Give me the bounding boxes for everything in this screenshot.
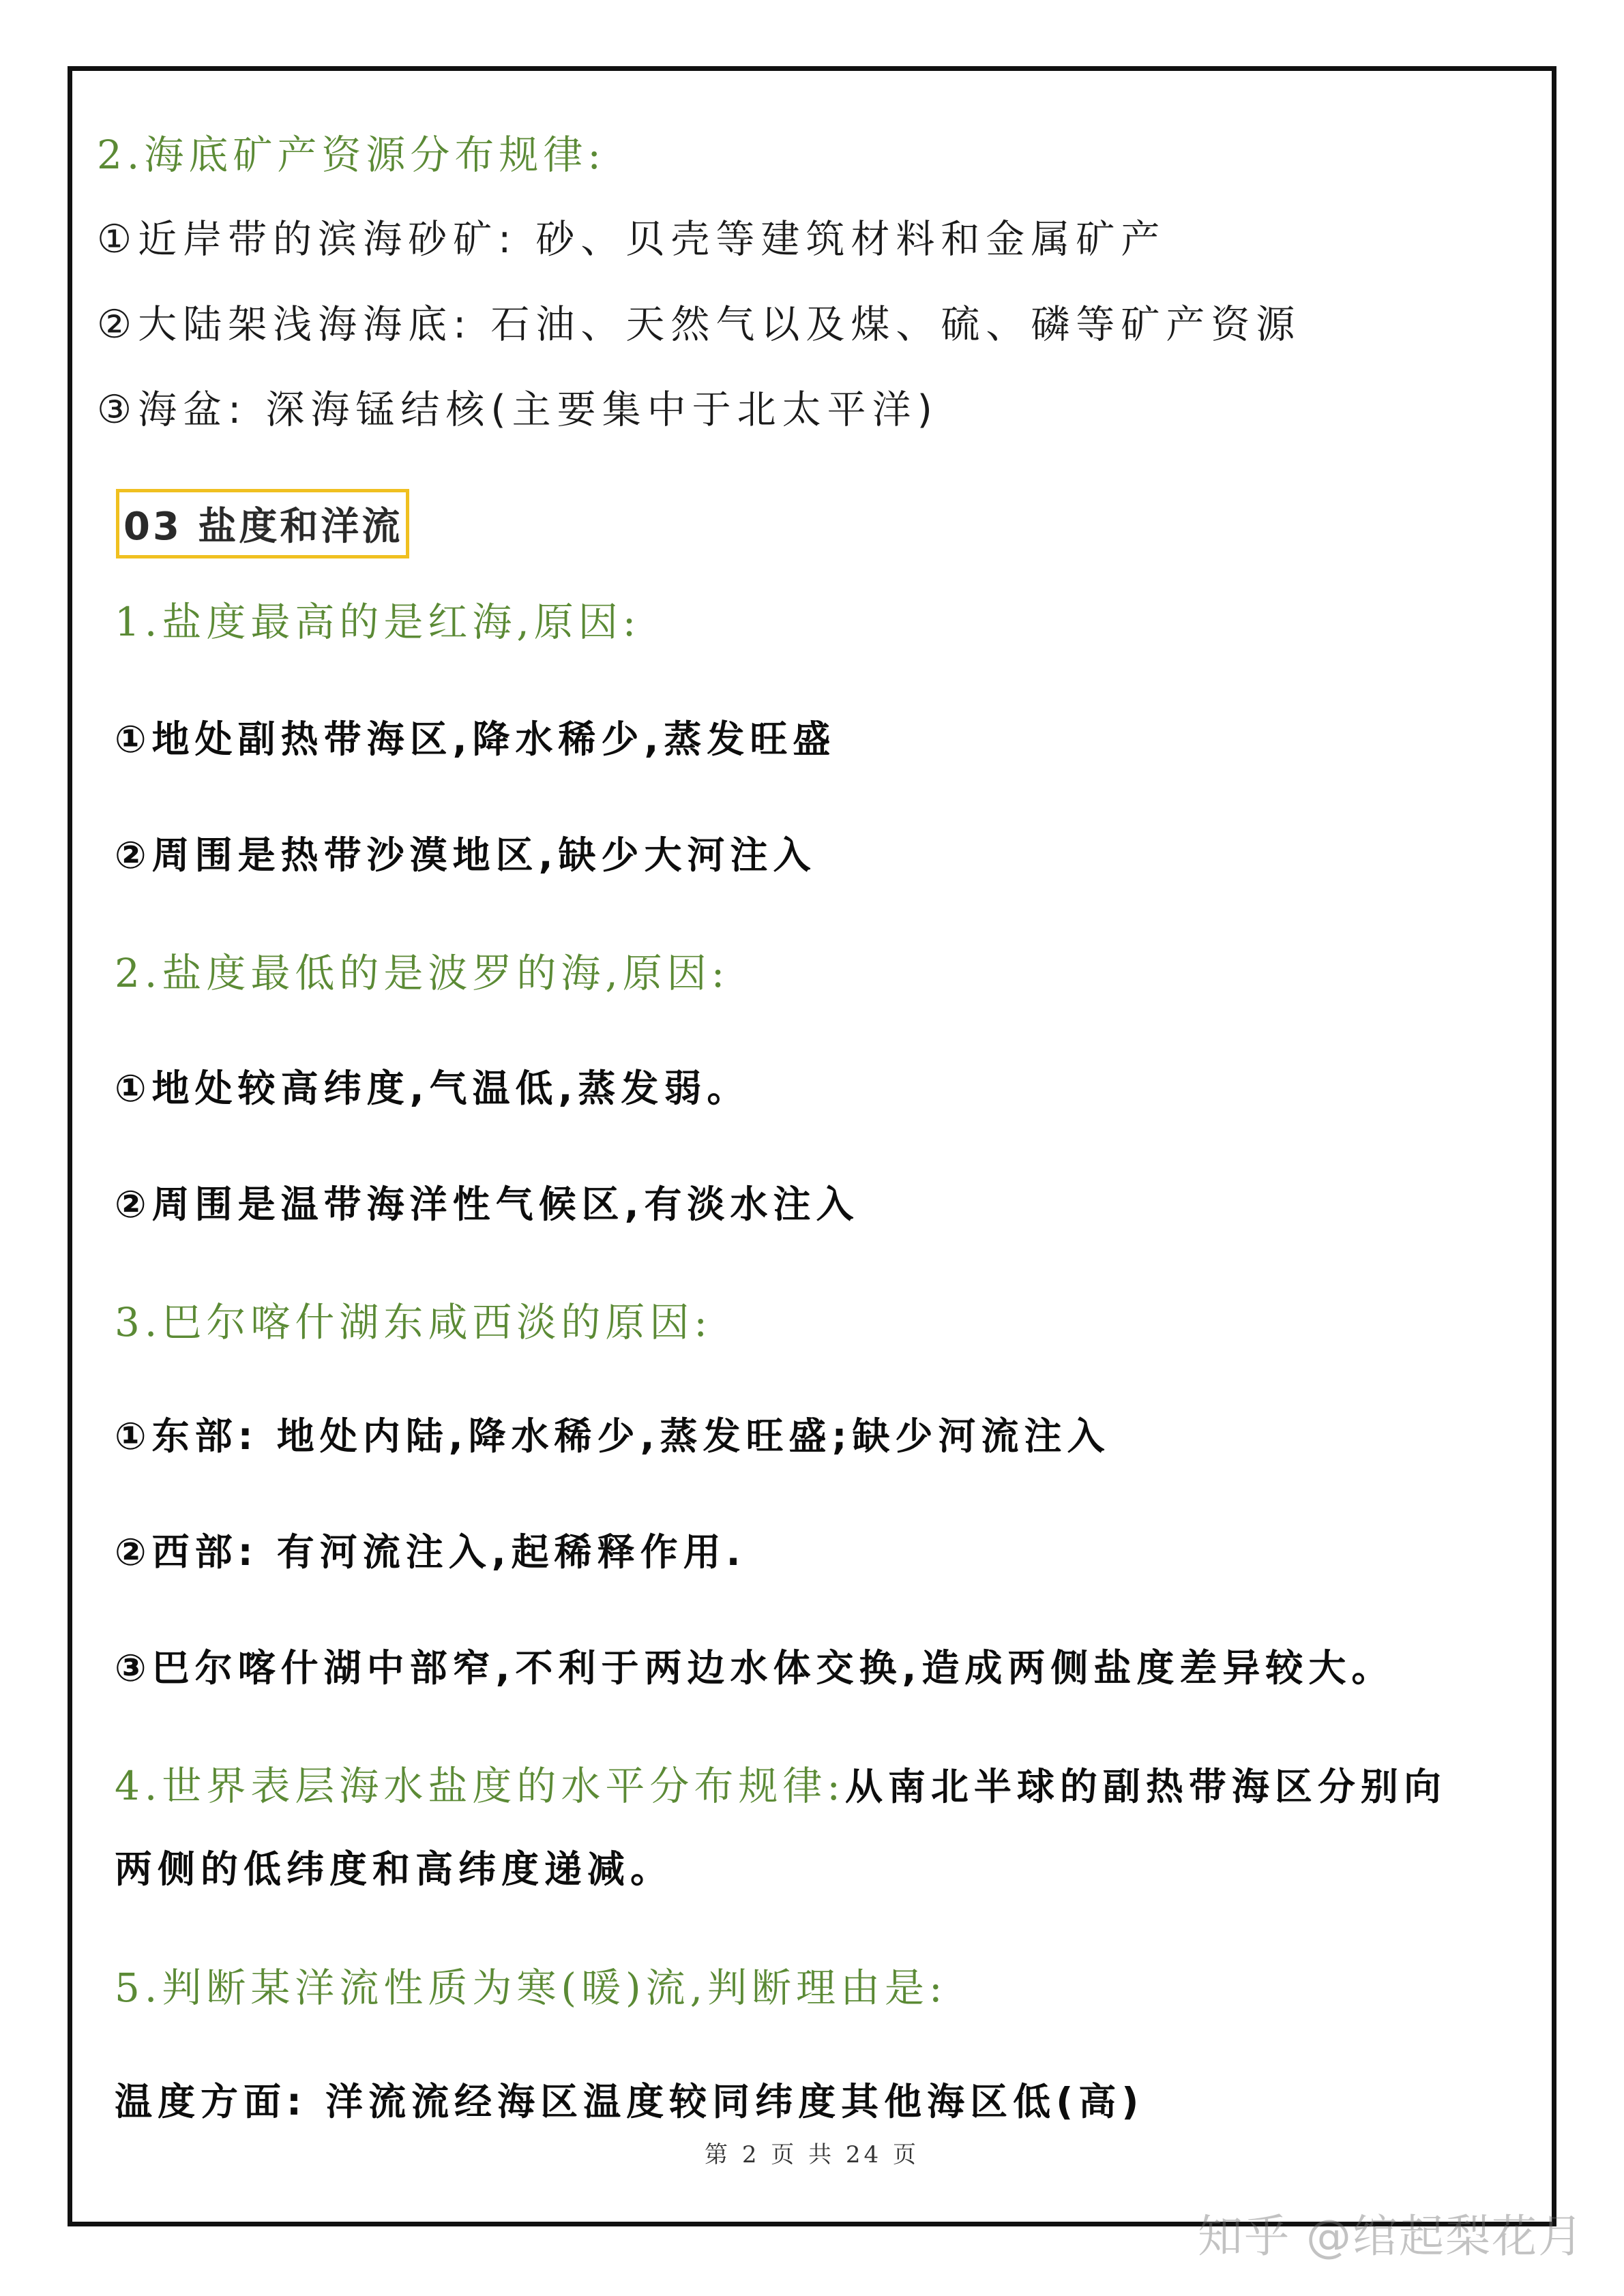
section-heading-03 <box>116 489 409 558</box>
seabed-item-3: ③海盆: 深海锰结核(主要集中于北太平洋) <box>97 387 939 432</box>
q1-item-2: ②周围是热带沙漠地区,缺少大河注入 <box>115 833 816 877</box>
section-title-seabed-minerals: 2.海底矿产资源分布规律: <box>97 132 606 178</box>
watermark: 知乎 @绾起梨花月 <box>1198 2210 1584 2263</box>
q1-title: 1.盐度最高的是红海,原因: <box>115 599 641 645</box>
q3-item-2: ②西部: 有河流注入,起稀释作用. <box>115 1530 746 1574</box>
page-number-footer: 第 2 页 共 24 页 <box>705 2141 919 2168</box>
section-heading-03-text: 03 盐度和洋流 <box>123 505 403 549</box>
q2-title: 2.盐度最低的是波罗的海,原因: <box>115 950 730 996</box>
q4-answer-part1: 从南北半球的副热带海区分别向 <box>844 1765 1447 1808</box>
q4-title: 4.世界表层海水盐度的水平分布规律: <box>115 1763 845 1809</box>
q4-line-1 <box>115 1754 1447 1811</box>
q2-item-2: ②周围是温带海洋性气候区,有淡水注入 <box>115 1182 859 1226</box>
q4-answer-part2: 两侧的低纬度和高纬度递减。 <box>115 1847 674 1891</box>
q5-title: 5.判断某洋流性质为寒(暖)流,判断理由是: <box>115 1965 947 2011</box>
q3-item-1: ①东部: 地处内陆,降水稀少,蒸发旺盛;缺少河流注入 <box>115 1414 1110 1458</box>
q1-item-1: ①地处副热带海区,降水稀少,蒸发旺盛 <box>115 717 836 761</box>
q5-item: 温度方面: 洋流流经海区温度较同纬度其他海区低(高) <box>115 2080 1145 2123</box>
seabed-item-1: ①近岸带的滨海砂矿: 砂、贝壳等建筑材料和金属矿产 <box>97 217 1166 262</box>
q3-item-3: ③巴尔喀什湖中部窄,不利于两边水体交换,造成两侧盐度差异较大。 <box>115 1646 1395 1690</box>
seabed-item-2: ②大陆架浅海海底: 石油、天然气以及煤、硫、磷等矿产资源 <box>97 302 1301 347</box>
q2-item-1: ①地处较高纬度,气温低,蒸发弱。 <box>115 1067 750 1110</box>
q3-title: 3.巴尔喀什湖东咸西淡的原因: <box>115 1299 712 1345</box>
